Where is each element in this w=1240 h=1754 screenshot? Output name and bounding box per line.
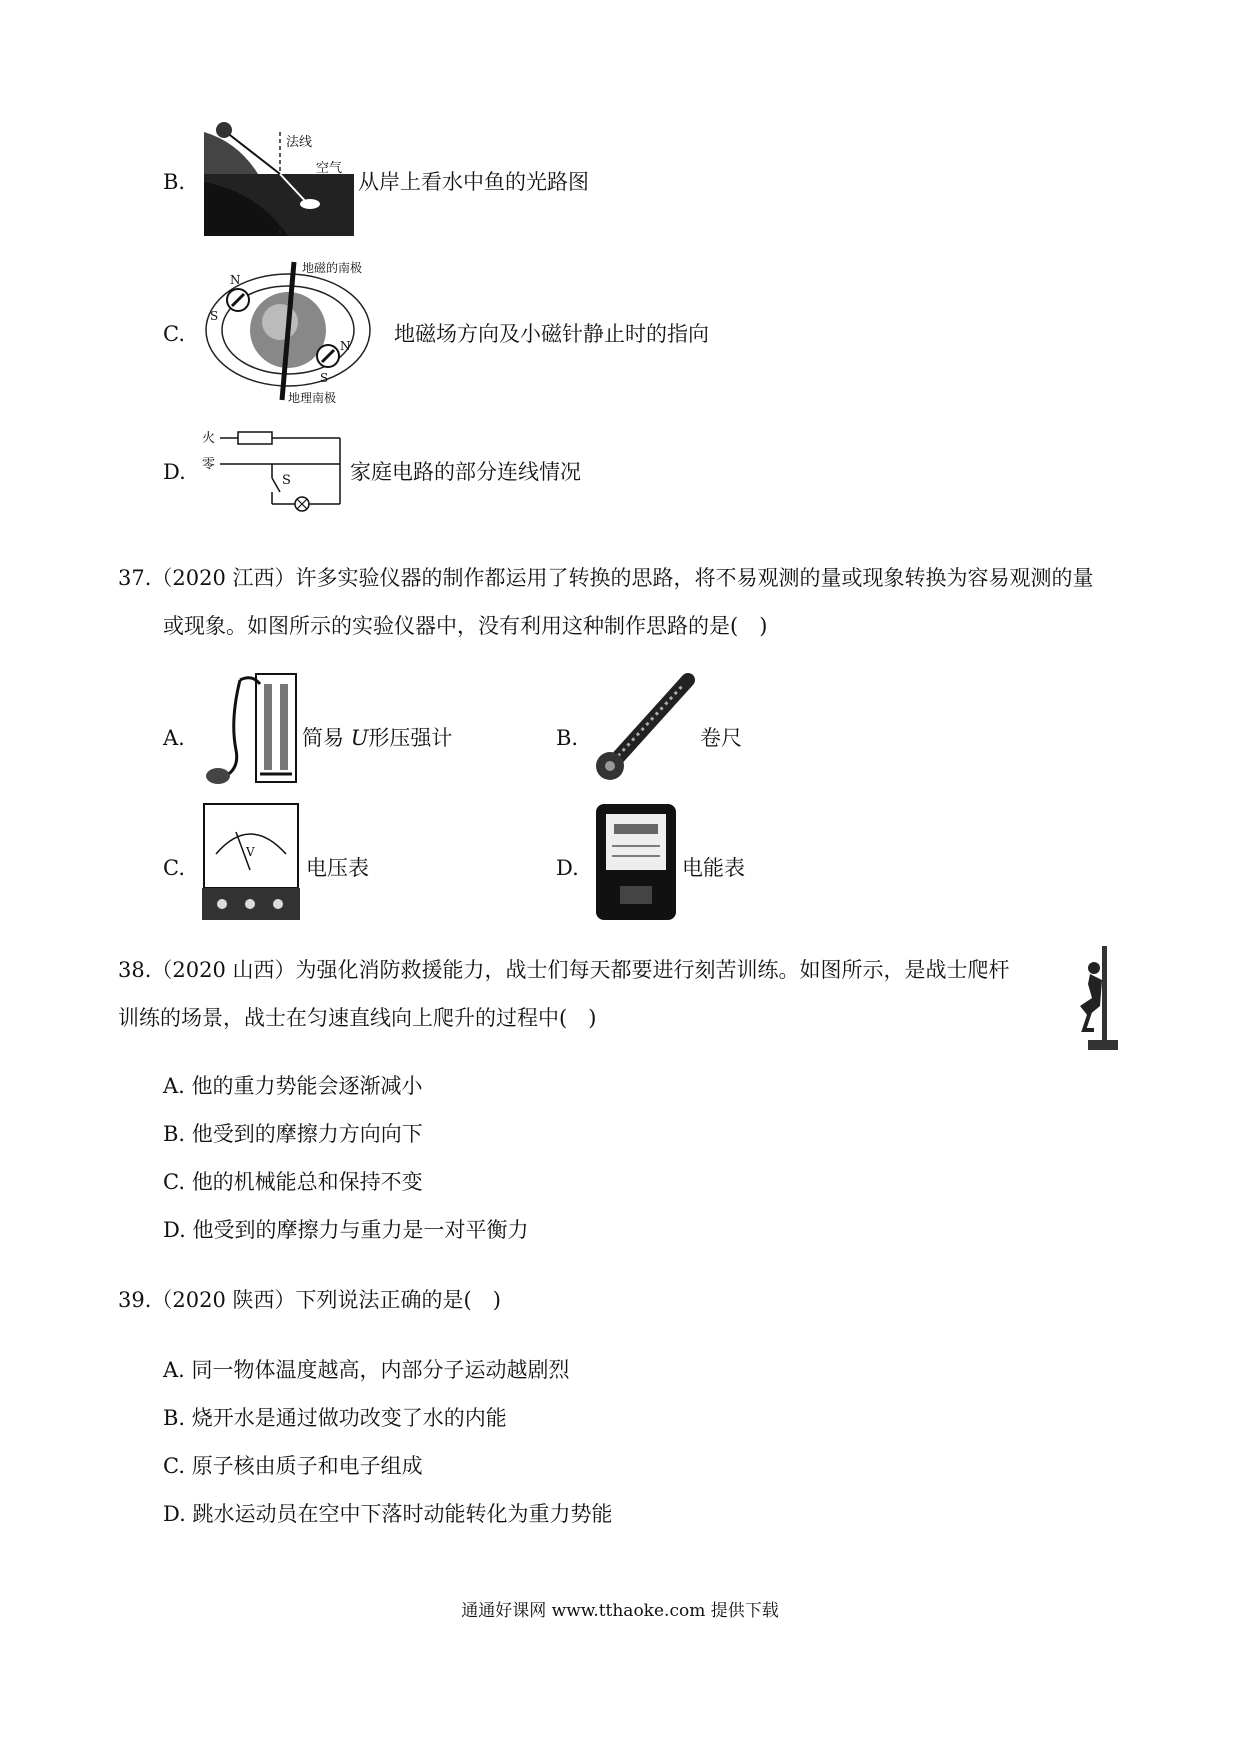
question-number: 38. xyxy=(118,958,152,982)
option-letter: C. xyxy=(163,856,185,880)
option-letter: D. xyxy=(556,856,579,880)
question-39-line1 xyxy=(118,1290,501,1311)
option-q38-c: C. 他的机械能总和保持不变 xyxy=(163,1170,423,1194)
option-letter: C. xyxy=(163,322,185,346)
question-source: （2020 陕西） xyxy=(151,1288,296,1312)
option-text: 从岸上看水中鱼的光路图 xyxy=(358,170,589,194)
fig-label: N xyxy=(230,273,241,287)
option-q39-c: C. 原子核由质子和电子组成 xyxy=(163,1454,423,1478)
fig-label: 法线 xyxy=(286,135,313,150)
option-letter: A. xyxy=(163,726,185,750)
option-q39-b: B. 烧开水是通过做功改变了水的内能 xyxy=(163,1406,507,1430)
option-q38-b: B. 他受到的摩擦力方向向下 xyxy=(163,1122,423,1146)
geomagnetic-field-figure xyxy=(200,254,390,406)
electric-meter-figure xyxy=(594,802,678,922)
option-text: 家庭电路的部分连线情况 xyxy=(350,460,581,484)
question-source: （2020 江西） xyxy=(151,566,296,590)
question-number: 37. xyxy=(118,566,152,590)
option-letter: D. xyxy=(163,460,186,484)
svg-text:V: V xyxy=(246,845,255,859)
option-letter: B. xyxy=(556,726,579,750)
tape-measure-figure xyxy=(588,670,700,782)
option-text: 卷尺 xyxy=(700,726,742,750)
question-stem: 为强化消防救援能力，战士们每天都要进行刻苦训练。如图所示，是战士爬杆 xyxy=(295,958,1010,982)
fig-label: S xyxy=(282,473,291,488)
option-text: 简易 U形压强计 xyxy=(302,726,453,750)
page-footer: 通通好课网 www.tthaoke.com 提供下载 xyxy=(461,1601,779,1621)
home-circuit-figure xyxy=(200,426,346,514)
option-letter: B. xyxy=(163,170,186,194)
voltmeter-figure xyxy=(200,800,302,924)
question-38-line1 xyxy=(118,960,1010,981)
question-number: 39. xyxy=(118,1288,152,1312)
fig-label: N xyxy=(340,339,351,353)
fig-label: 地磁的南极 xyxy=(302,261,363,275)
fig-label: 火 xyxy=(202,431,216,446)
option-q39-a: A. 同一物体温度越高，内部分子运动越剧烈 xyxy=(163,1358,570,1382)
fig-label: 地理南极 xyxy=(288,391,337,405)
option-q39-d: D. 跳水运动员在空中下落时动能转化为重力势能 xyxy=(163,1502,613,1526)
option-q38-d: D. 他受到的摩擦力与重力是一对平衡力 xyxy=(163,1218,529,1242)
option-text: 地磁场方向及小磁针静止时的指向 xyxy=(394,322,709,346)
question-stem: 下列说法正确的是( ) xyxy=(295,1288,501,1312)
pole-climbing-figure xyxy=(1070,944,1122,1054)
fig-label: S xyxy=(210,309,219,323)
light-path-figure xyxy=(198,112,358,238)
fig-label: S xyxy=(320,371,329,385)
option-text: 电压表 xyxy=(306,856,369,880)
question-38-line2: 训练的场景，战士在匀速直线向上爬升的过程中( ) xyxy=(118,1006,597,1030)
option-q38-a: A. 他的重力势能会逐渐减小 xyxy=(163,1074,423,1098)
question-37-line2: 或现象。如图所示的实验仪器中，没有利用这种制作思路的是( ) xyxy=(163,614,768,638)
fig-label: 空气 xyxy=(316,161,343,176)
question-37-line1 xyxy=(118,568,1094,589)
question-stem: 许多实验仪器的制作都运用了转换的思路，将不易观测的量或现象转换为容易观测的量 xyxy=(295,566,1094,590)
question-source: （2020 山西） xyxy=(151,958,296,982)
option-text: 电能表 xyxy=(682,856,745,880)
u-tube-manometer-figure xyxy=(200,670,304,788)
fig-label: 零 xyxy=(202,457,216,472)
